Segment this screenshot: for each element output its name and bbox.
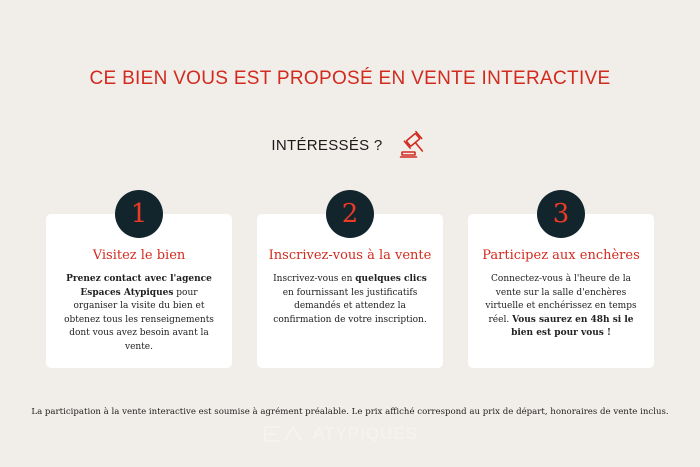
page-title: CE BIEN VOUS EST PROPOSÉ EN VENTE INTERACTIVE (89, 68, 611, 89)
step-description-text: Connectez-vous à l'heure de la vente sur la salle d'enchères virtuelle et enchérissez en temps réel. (485, 274, 637, 325)
step-description-bold: Vous saurez en 48h si le bien est pour vous ! (511, 314, 634, 338)
gavel-icon (399, 130, 429, 160)
logo-mark-icon (263, 423, 305, 445)
step-number-badge: 2 (326, 190, 374, 238)
watermark-logo (263, 423, 418, 445)
step-description-bold: Prenez contact avec l'agence Espaces Atypiques (66, 274, 212, 298)
step-description (271, 273, 429, 327)
step-card-bid (468, 199, 654, 368)
step-description-text: en fournissant les justificatifs demandés et attendez la confirmation de votre inscription. (273, 287, 427, 325)
step-number-badge: 1 (115, 190, 163, 238)
subtitle-row (0, 130, 700, 160)
step-description-text: pour organiser la visite du bien et obtenez tous les renseignements dont vous avez besoin avant la vente. (64, 287, 214, 352)
step-description (60, 273, 218, 354)
step-description-text: Inscrivez-vous en (273, 274, 356, 284)
step-card-visit (46, 199, 232, 368)
watermark-text: ATYPIQUES (313, 424, 419, 443)
subtitle: INTÉRESSÉS ? (271, 136, 383, 154)
step-description-bold: quelques clics (355, 274, 427, 284)
step-title: Visitez le bien (92, 248, 186, 263)
step-card-register (257, 199, 443, 368)
step-number-badge: 3 (537, 190, 585, 238)
step-title: Participez aux enchères (482, 248, 640, 263)
disclaimer-note: La participation à la vente interactive est soumise à agrément préalable. Le prix affiché correspond au prix de départ, honoraires de vente inclus. (31, 407, 669, 417)
step-description (482, 273, 640, 341)
step-title: Inscrivez-vous à la vente (268, 248, 432, 263)
